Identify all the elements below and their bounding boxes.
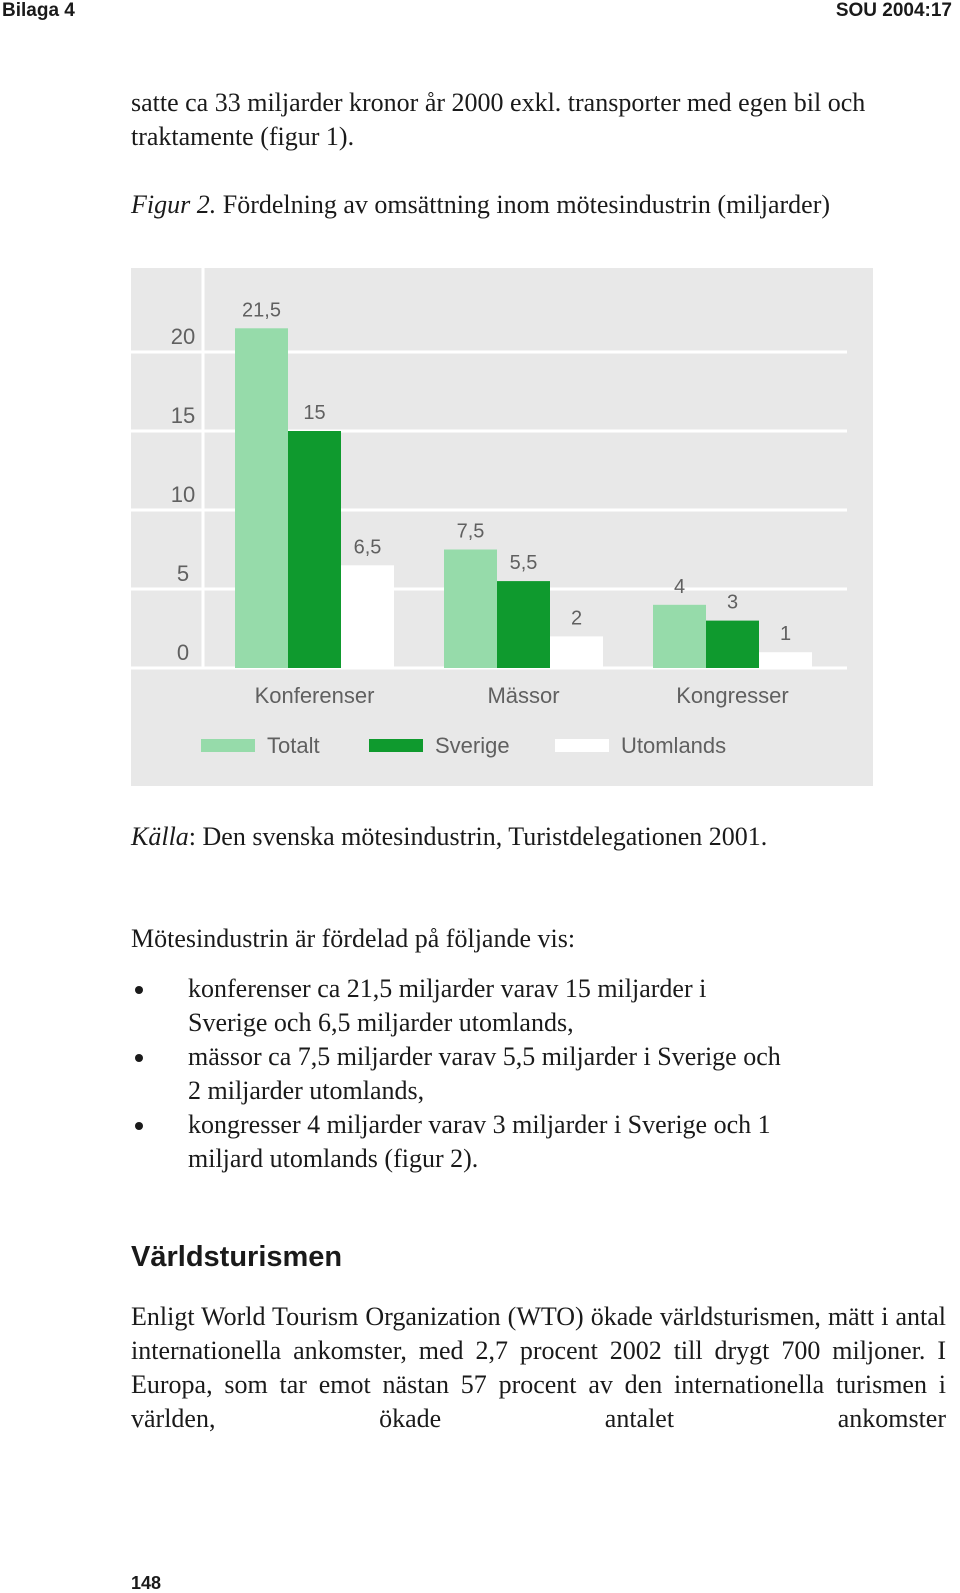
data-label: 2 bbox=[570, 607, 583, 630]
legend-label: Sverige bbox=[435, 733, 510, 758]
y-tick-label: 20 bbox=[170, 324, 196, 349]
x-category-label: Kongresser bbox=[676, 683, 789, 708]
y-tick-label: 0 bbox=[176, 640, 190, 665]
bullet-list bbox=[131, 972, 946, 1176]
bullet-text: kongresser 4 miljarder varav 3 miljarder i Sverige och 1 miljard utomlands (figur 2). bbox=[188, 1110, 771, 1173]
bullet-dot-icon bbox=[135, 1054, 143, 1062]
data-label: 21,5 bbox=[242, 299, 281, 322]
bullet-dot-icon bbox=[135, 986, 143, 994]
data-label: 6,5 bbox=[353, 536, 382, 559]
data-label: 15 bbox=[303, 402, 326, 424]
y-tick-label: 15 bbox=[170, 403, 196, 428]
source-text: : Den svenska mötesindustrin, Turistdelegationen 2001. bbox=[188, 822, 768, 851]
source-note bbox=[131, 820, 767, 854]
source-label: Källa bbox=[131, 822, 189, 851]
data-label: 4 bbox=[673, 575, 686, 598]
bar bbox=[444, 550, 497, 669]
section-heading: Världsturismen bbox=[131, 1241, 343, 1273]
bar bbox=[235, 328, 288, 668]
running-header-left: Bilaga 4 bbox=[2, 0, 75, 21]
y-tick-label: 10 bbox=[170, 482, 196, 507]
bar bbox=[550, 636, 603, 668]
list-item bbox=[131, 1108, 946, 1176]
bar bbox=[759, 652, 812, 668]
bar bbox=[653, 605, 706, 668]
data-label: 7,5 bbox=[456, 520, 485, 543]
figure-title: Fördelning av omsättning inom mötesindustrin (miljarder) bbox=[222, 190, 831, 219]
bullet-text: konferenser ca 21,5 miljarder varav 15 miljarder i Sverige och 6,5 miljarder utomlands, bbox=[188, 974, 707, 1037]
list-item bbox=[131, 1040, 946, 1108]
chart-svg bbox=[131, 268, 873, 786]
data-label: 1 bbox=[779, 623, 792, 646]
data-label: 3 bbox=[726, 591, 739, 614]
lead-paragraph: Mötesindustrin är fördelad på följande vis: bbox=[131, 924, 576, 953]
figure-label: Figur 2. bbox=[131, 190, 217, 219]
x-category-label: Mässor bbox=[487, 683, 560, 708]
y-tick-label: 5 bbox=[176, 561, 190, 586]
wto-paragraph: Enligt World Tourism Organization (WTO) ökade världsturismen, mätt i antal internationella ankomster, med 2,7 procent 2002 till drygt 700 miljoner. I Europa, som tar emot nästan 57 procent av den internationella turismen i världen, ökade antalet ankomster bbox=[131, 1302, 946, 1433]
data-label: 5,5 bbox=[509, 552, 538, 575]
list-item bbox=[131, 972, 946, 1040]
legend-swatch bbox=[201, 739, 255, 752]
intro-paragraph: satte ca 33 miljarder kronor år 2000 exkl. transporter med egen bil och traktamente (figur 1). bbox=[131, 88, 866, 151]
bar bbox=[497, 581, 550, 668]
page-number: 148 bbox=[131, 1573, 162, 1593]
bar bbox=[706, 621, 759, 668]
legend-swatch bbox=[555, 739, 609, 752]
running-header-right: SOU 2004:17 bbox=[835, 0, 952, 21]
bar-chart bbox=[131, 268, 873, 786]
legend-swatch bbox=[369, 739, 423, 752]
bullet-dot-icon bbox=[135, 1122, 143, 1130]
x-category-label: Konferenser bbox=[254, 683, 375, 708]
legend-label: Utomlands bbox=[621, 733, 727, 758]
legend-label: Totalt bbox=[267, 733, 320, 758]
bar bbox=[341, 565, 394, 668]
bullet-text: mässor ca 7,5 miljarder varav 5,5 miljarder i Sverige och 2 miljarder utomlands, bbox=[188, 1042, 781, 1105]
bar bbox=[288, 431, 341, 668]
figure-caption bbox=[131, 188, 830, 222]
